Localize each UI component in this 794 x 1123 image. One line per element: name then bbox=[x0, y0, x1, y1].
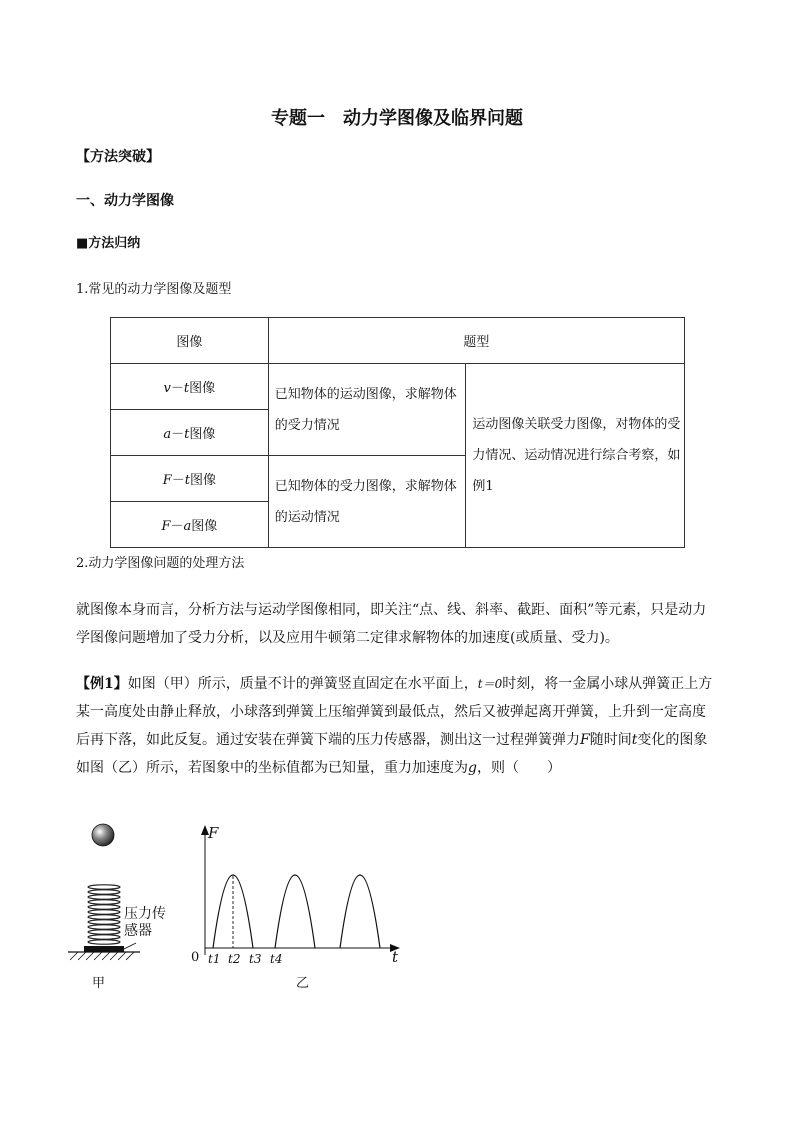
pressure-sensor bbox=[84, 946, 124, 952]
axis-F-label: F bbox=[208, 824, 219, 842]
example-text-b: 时刻，将一金属小球从弹簧正上方某一高度处由静止释放，小球落到弹簧上压缩弹簧到最低点，然后又被弹起离开弹簧，上升到一定高度后再下落，如此反复。通过安装在弹簧下端的压力传感器，测出这一过程弹簧弹力 bbox=[76, 676, 713, 748]
force-arch-3 bbox=[340, 875, 380, 948]
item-1-heading: 1.常见的动力学图像及题型 bbox=[76, 282, 232, 297]
row-vt-sep: － bbox=[170, 381, 184, 396]
row-ft-var: F bbox=[162, 473, 172, 488]
sensor-pointer bbox=[124, 943, 136, 949]
row-at-label: 图像 bbox=[189, 427, 216, 442]
row-vt bbox=[111, 364, 269, 410]
graph-types-table bbox=[110, 317, 685, 548]
row-ft-t: t bbox=[184, 473, 190, 488]
item-2-heading: 2.动力学图像问题的处理方法 bbox=[76, 556, 245, 571]
label-yi: 乙 bbox=[296, 976, 310, 991]
force-arch-2 bbox=[275, 875, 315, 948]
example-1 bbox=[76, 670, 716, 782]
page-title: 专题一 动力学图像及临界问题 bbox=[271, 108, 523, 129]
type-force: 已知物体的受力图像，求解物体的运动情况 bbox=[268, 456, 466, 548]
origin-label: 0 bbox=[191, 950, 200, 965]
row-fa-var: F bbox=[161, 519, 171, 534]
tick-t1: t1 bbox=[208, 952, 221, 966]
heading-dynamics-graphs: 一、动力学图像 bbox=[76, 193, 174, 209]
example-text-e: ，则（ ） bbox=[476, 760, 561, 776]
row-vt-t: t bbox=[183, 381, 190, 396]
sensor-label-2: 感器 bbox=[124, 923, 152, 939]
example-text-a: 如图（甲）所示，质量不计的弹簧竖直固定在水平面上， bbox=[127, 676, 478, 692]
ground-hatch bbox=[70, 952, 134, 960]
row-vt-var: v bbox=[163, 381, 171, 396]
section-method: 【方法突破】 bbox=[76, 149, 160, 165]
row-ft-label: 图像 bbox=[189, 473, 216, 488]
row-vt-label: 图像 bbox=[189, 381, 216, 396]
axis-t-label: t bbox=[392, 948, 399, 966]
label-jia: 甲 bbox=[92, 976, 106, 991]
example-text-d: 变化的图象如图（乙）所示，若图象中的坐标值都为已知量，重力加速度为 bbox=[76, 732, 708, 776]
row-fa bbox=[111, 502, 269, 548]
header-image: 图像 bbox=[111, 318, 269, 364]
method-summary: ■方法归纳 bbox=[76, 236, 141, 251]
row-at bbox=[111, 410, 269, 456]
example-F: F bbox=[580, 732, 590, 748]
example-g: g bbox=[468, 760, 477, 776]
row-ft-sep: － bbox=[171, 473, 185, 488]
example-text-c: 随时间 bbox=[589, 732, 632, 748]
tick-t4: t4 bbox=[270, 952, 283, 966]
header-type: 题型 bbox=[268, 318, 684, 364]
example-t0: t＝0 bbox=[477, 677, 503, 691]
metal-ball bbox=[92, 824, 114, 846]
example-t: t bbox=[631, 732, 638, 748]
table-row bbox=[111, 364, 685, 410]
type-combined: 运动图像关联受力图像，对物体的受力情况、运动情况进行综合考察，如例1 bbox=[466, 364, 685, 548]
sensor-label-1: 压力传 bbox=[124, 906, 166, 922]
row-fa-t: a bbox=[183, 519, 192, 534]
row-at-t: t bbox=[184, 427, 190, 442]
tick-t2: t2 bbox=[228, 952, 241, 966]
row-at-sep: － bbox=[171, 427, 185, 442]
tick-t3: t3 bbox=[249, 952, 262, 966]
row-fa-sep: － bbox=[170, 519, 184, 534]
type-motion: 已知物体的运动图像，求解物体的受力情况 bbox=[268, 364, 466, 456]
row-ft bbox=[111, 456, 269, 502]
spring-coils bbox=[88, 885, 120, 944]
row-fa-label: 图像 bbox=[191, 519, 218, 534]
method-paragraph: 就图像本身而言，分析方法与运动学图像相同，即关注“点、线、斜率、截距、面积”等元素，只是动力学图像问题增加了受力分析，以及应用牛顿第二定律求解物体的加速度(或质量、受力)。 bbox=[76, 602, 707, 646]
example-tag: 【例1】 bbox=[76, 676, 128, 692]
row-at-var: a bbox=[163, 427, 172, 442]
table-header-row bbox=[111, 318, 685, 364]
